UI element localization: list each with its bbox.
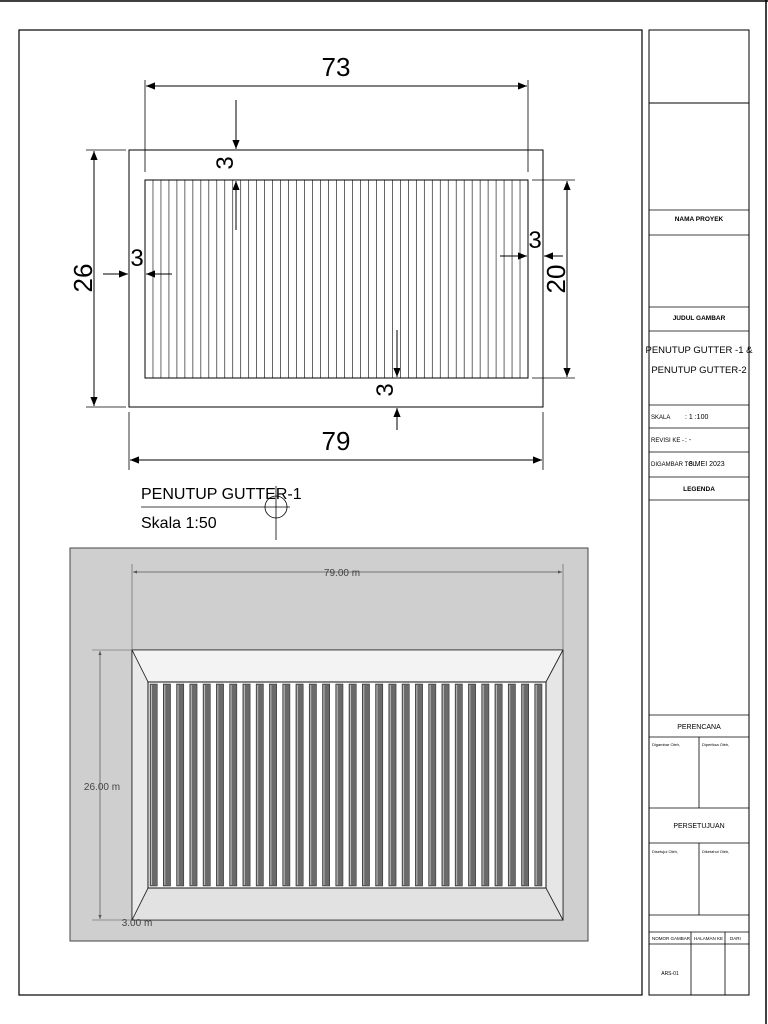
diketahui-oleh: Diketahui Oleh, [702,849,730,854]
title-block [646,30,754,995]
grille-slats [153,180,520,378]
disetujui-oleh: Disetujui Oleh, [652,849,679,854]
skala-label: SKALA [651,415,671,421]
judul-line-2: PENUTUP GUTTER-2 [651,365,747,376]
dim-top-width: 73 [321,52,351,82]
outer-frame-outline [129,150,543,407]
digambar-oleh: Digambar Oleh, [652,742,681,747]
dim-right-margin: 3 [528,227,542,254]
halaman-ke-label: HALAMAN KE [694,936,724,941]
revisi-value: : - [685,437,692,444]
caption-gutter-1 [141,486,302,540]
penutup-gutter-1-plan [68,52,575,470]
dim-inner-height: 20 [541,264,571,294]
dari-label: DARI [730,936,741,941]
persetujuan-label: PERSETUJUAN [673,823,725,830]
judul-gambar-label: JUDUL GAMBAR [672,315,726,322]
dim-outer-height: 26 [68,263,98,293]
digambar-value: : 8 MEI 2023 [685,461,725,468]
render-dim-width: 79.00 m [323,568,361,579]
caption-scale: Skala 1:50 [141,515,217,532]
legenda-label: LEGENDA [683,486,715,493]
perencana-label: PERENCANA [677,724,721,731]
skala-value: : 1 :100 [685,414,709,421]
diperiksa-oleh: Diperiksa Oleh, [702,742,730,747]
penutup-gutter-2-render [70,548,588,941]
nama-proyek-label: NAMA PROYEK [674,216,724,223]
digambar-label: DIGAMBAR TGL. [651,462,698,468]
nomor-gambar-value: ARS-01 [661,971,679,977]
judul-line-1: PENUTUP GUTTER -1 & [645,345,753,356]
dim-left-margin: 3 [130,245,144,272]
dim-bottom-width: 79 [321,426,351,456]
dim-top-margin: 3 [212,156,239,170]
caption-title: PENUTUP GUTTER-1 [141,486,302,503]
revisi-label: REVISI KE - [651,438,685,444]
render-dim-height: 26.00 m [83,782,121,793]
dim-bottom-margin: 3 [372,383,399,397]
render-dim-frame: 3.00 m [121,918,153,929]
nomor-gambar-label: NOMOR GAMBAR [652,936,691,941]
